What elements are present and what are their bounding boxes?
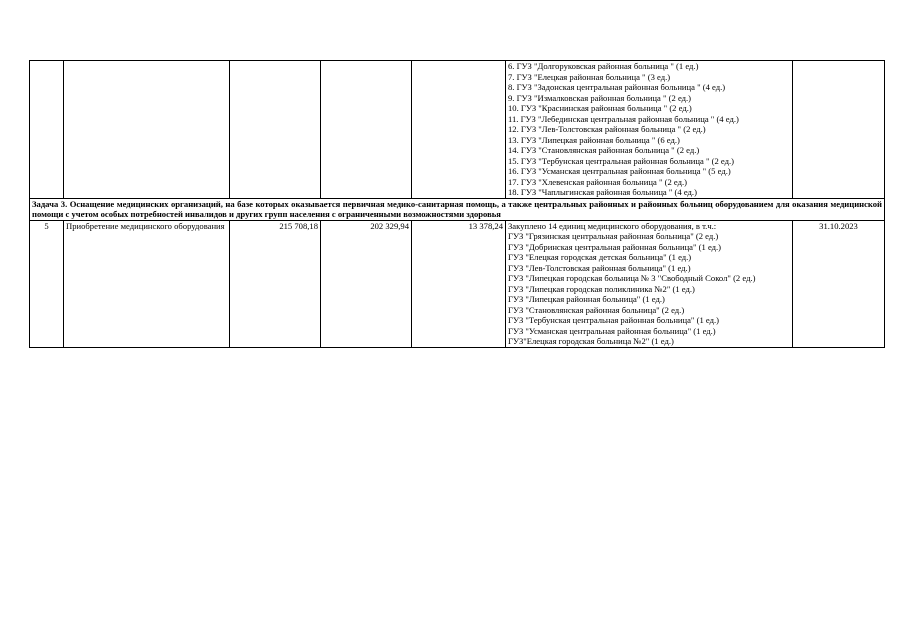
list-item: 10. ГУЗ "Краснинская районная больница " (2 ед.) <box>508 103 692 113</box>
list-item: ГУЗ "Добринская центральная районная больница" (1 ед.) <box>508 241 722 252</box>
list-item: 14. ГУЗ "Становлянская районная больница " (2 ед.) <box>508 145 700 155</box>
list-item: 9. ГУЗ "Измалковская районная больница " (2 ед.) <box>508 92 692 103</box>
row-regional-amount: 13 378,24 <box>412 220 506 347</box>
list-item: 18. ГУЗ "Чаплыгинская районная больница " (4 ед.) <box>508 187 697 197</box>
list-item: 16. ГУЗ "Усманская центральная районная больница " (5 ед.) <box>508 166 731 176</box>
cell-federal-empty <box>321 61 412 199</box>
list-item: ГУЗ "Липецкая городская больница № 3 "Свободный Сокол" (2 ед.) <box>508 273 756 283</box>
row-total-amount: 215 708,18 <box>230 220 321 347</box>
list-item: ГУЗ"Елецкая городская больница №2" (1 ед.) <box>508 336 674 346</box>
list-item: ГУЗ "Лев-Толстовская районная больница" (1 ед.) <box>508 262 691 273</box>
list-item: 12. ГУЗ "Лев-Толстовская районная больница " (2 ед.) <box>508 124 706 134</box>
list-item: Закуплено 14 единиц медицинского оборудования, в т.ч.: <box>508 220 717 231</box>
list-item: 15. ГУЗ "Тербунская центральная районная больница " (2 ед.) <box>508 155 735 166</box>
cell-regional-empty <box>412 61 506 199</box>
list-item: 17. ГУЗ "Хлевенская районная больница " (2 ед.) <box>508 176 687 187</box>
cell-result-continuation <box>506 61 793 199</box>
list-item: 8. ГУЗ "Задонская центральная районная больница " (4 ед.) <box>508 82 726 92</box>
list-item: ГУЗ "Становлянская районная больница" (2 ед.) <box>508 304 685 315</box>
list-item: 6. ГУЗ "Долгоруковская районная больница " (1 ед.) <box>508 61 699 71</box>
cell-name-empty <box>64 61 230 199</box>
task-header-row <box>30 198 885 220</box>
row-federal-amount: 202 329,94 <box>321 220 412 347</box>
list-item: 11. ГУЗ "Лебединская центральная районная больница " (4 ед.) <box>508 113 739 124</box>
row-number: 5 <box>30 220 64 347</box>
list-item: 13. ГУЗ "Липецкая районная больница " (6 ед.) <box>508 134 680 145</box>
list-item: ГУЗ "Липецкая городская поликлиника №2" (1 ед.) <box>508 283 695 294</box>
row-completion-date: 31.10.2023 <box>793 220 885 347</box>
cell-num-empty <box>30 61 64 199</box>
list-item: ГУЗ "Тербунская центральная районная больница" (1 ед.) <box>508 315 719 325</box>
list-item: ГУЗ "Липецкая районная больница" (1 ед.) <box>508 294 665 304</box>
task-header: Задача 3. Оснащение медицинских организаций, на базе которых оказывается первичная медико-санитарная помощь, а также центральных районных и районных больниц оборудованием для оказания медицинской помощи с учетом особых потребностей инвалидов и других групп населения с ограниченными возможностями здоровья <box>30 198 885 220</box>
cell-date-empty <box>793 61 885 199</box>
report-table <box>29 60 885 348</box>
table-row <box>30 220 885 347</box>
list-item: ГУЗ "Усманская центральная районная больница" (1 ед.) <box>508 325 716 336</box>
cell-total-empty <box>230 61 321 199</box>
list-item: ГУЗ "Елецкая городская детская больница" (1 ед.) <box>508 252 692 262</box>
row-activity-name: Приобретение медицинского оборудования <box>64 220 230 347</box>
table-row-continuation <box>30 61 885 199</box>
list-item: ГУЗ "Грязинская центральная районная больница" (2 ед.) <box>508 231 719 241</box>
row-result-description <box>506 220 793 347</box>
list-item: 7. ГУЗ "Елецкая районная больница " (3 ед.) <box>508 71 671 82</box>
